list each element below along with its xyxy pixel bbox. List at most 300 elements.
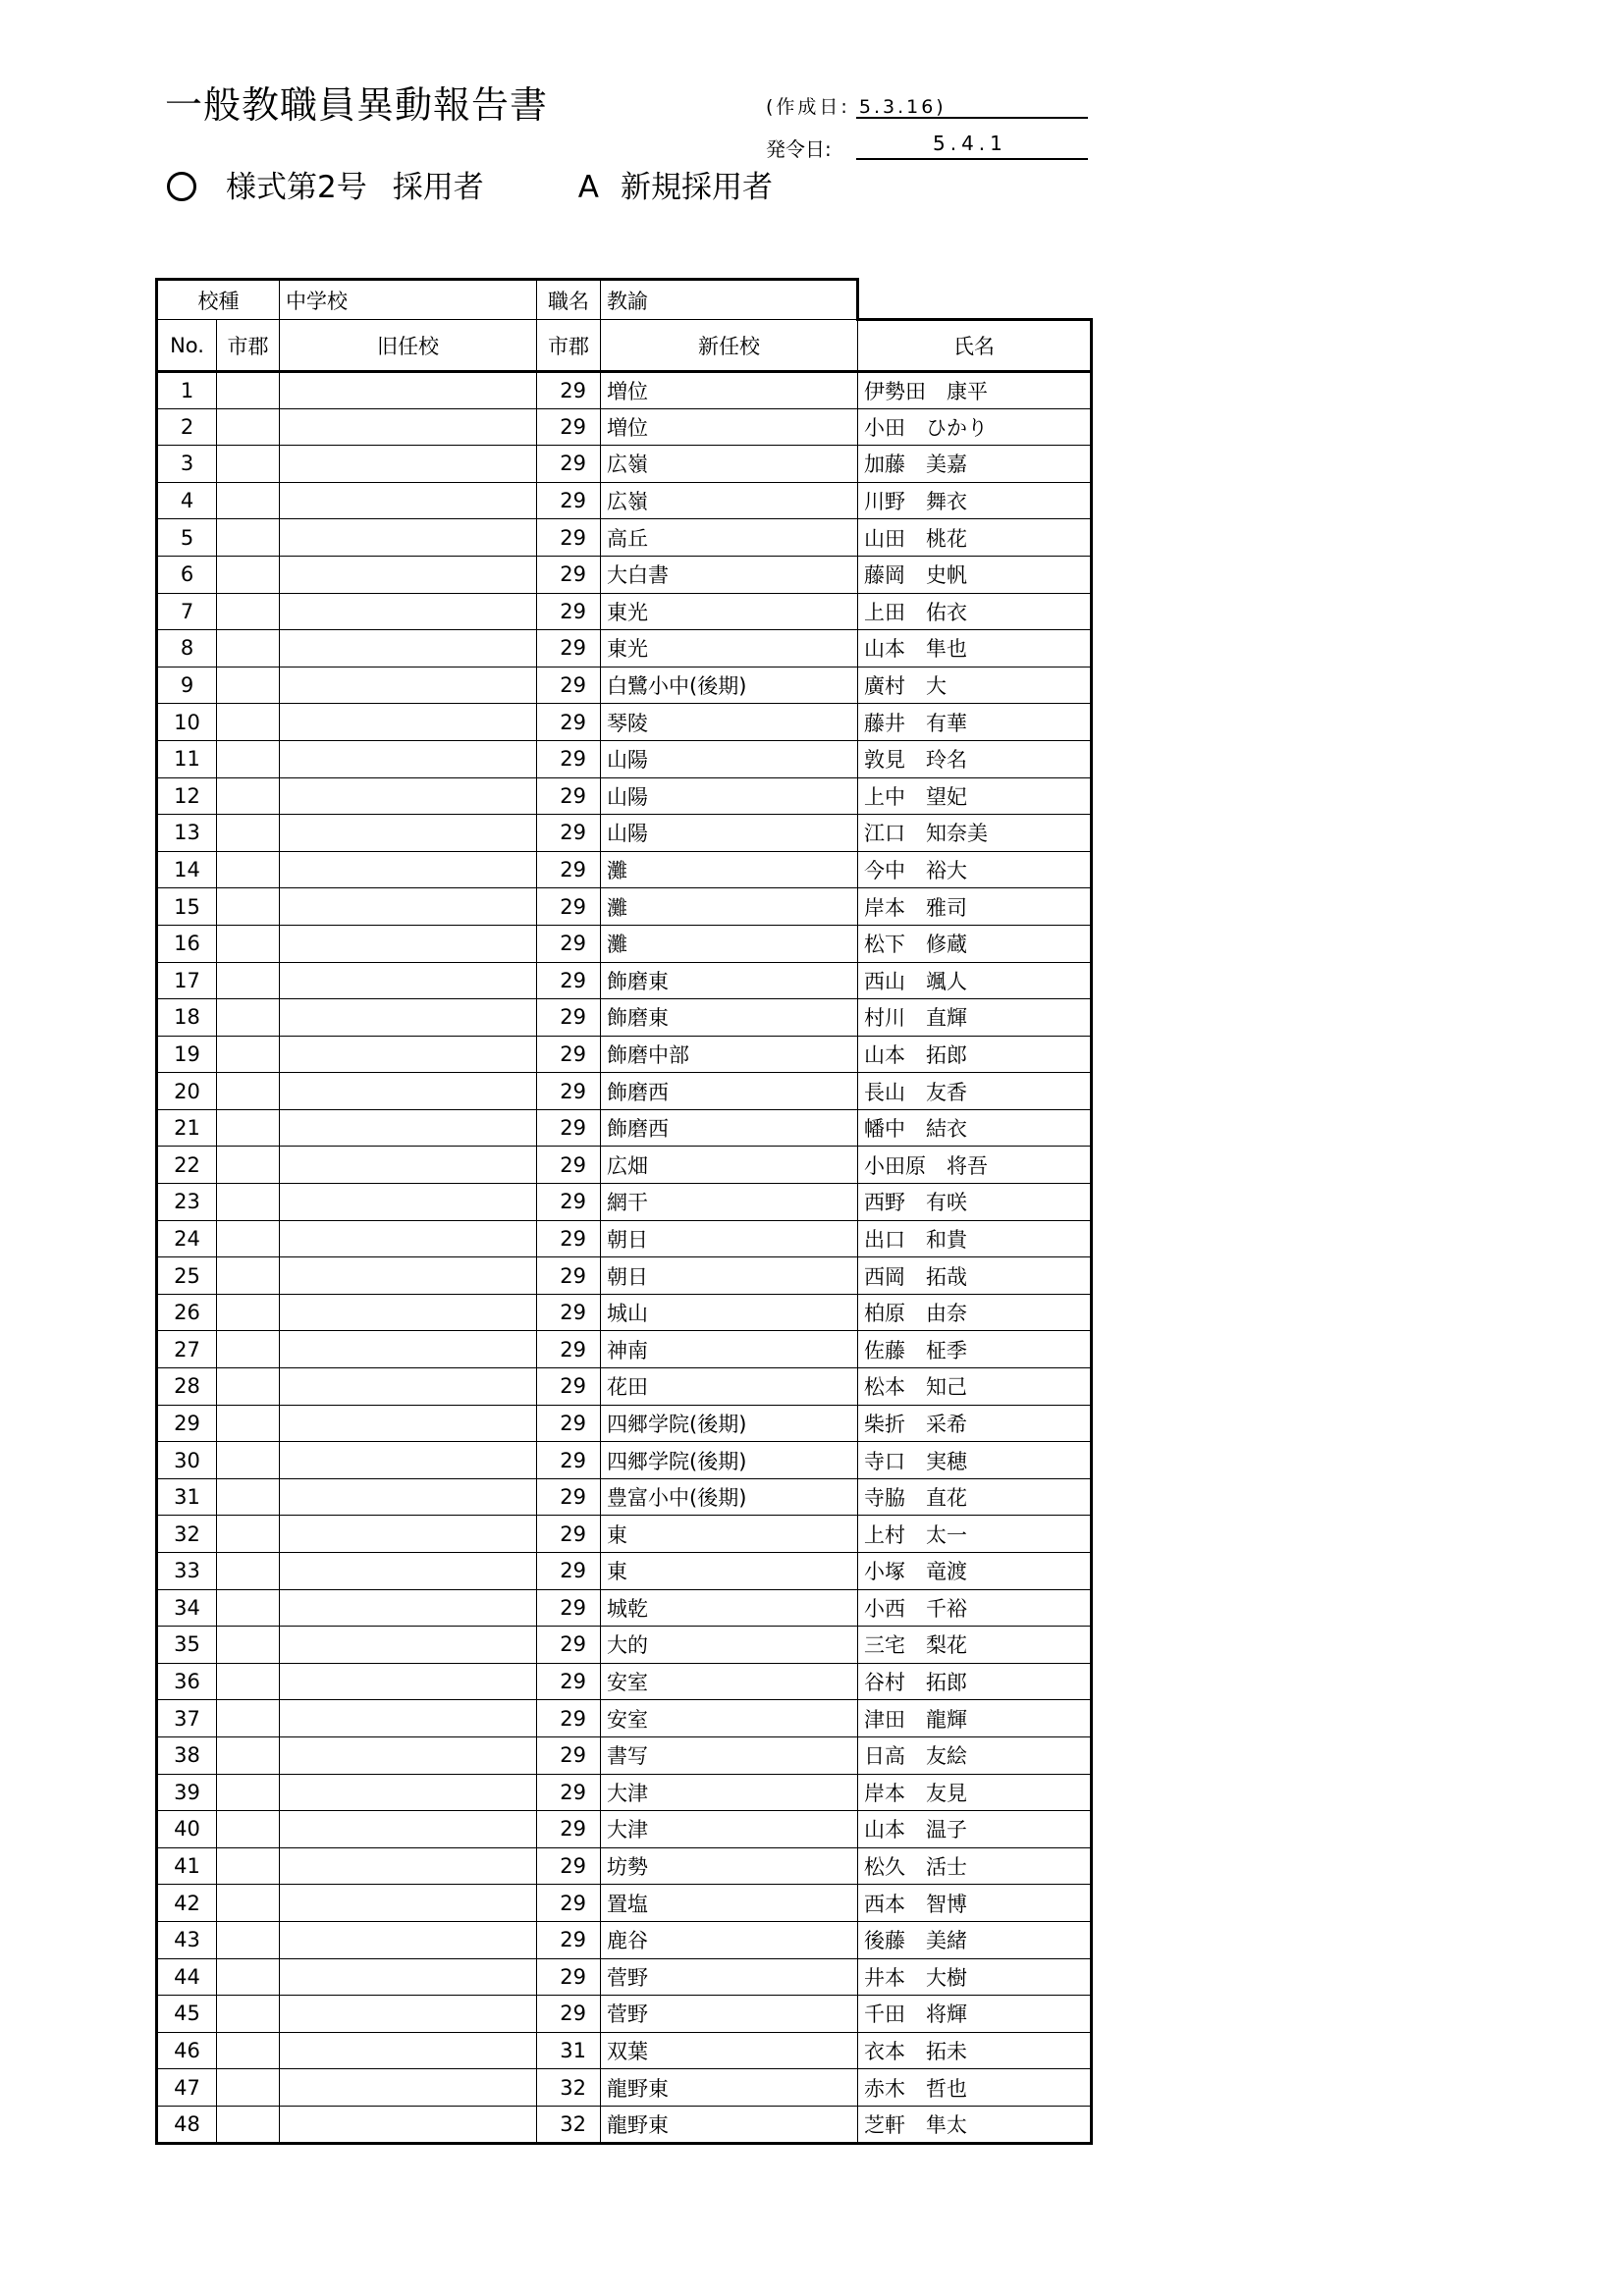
new-school-cell: 龍野東	[601, 2106, 858, 2143]
table-row	[157, 1958, 1092, 1996]
category-name: 新規採用者	[620, 170, 773, 205]
name-cell: 井本 大樹	[858, 1958, 1092, 1996]
row-number: 22	[157, 1147, 217, 1184]
table-row	[157, 1442, 1092, 1479]
new-school-cell: 大津	[601, 1811, 858, 1848]
new-school-cell: 龍野東	[601, 2069, 858, 2107]
new-school-cell: 城乾	[601, 1589, 858, 1627]
row-number: 2	[157, 408, 217, 446]
new-city-cell: 29	[537, 1774, 601, 1811]
new-school-cell: 東光	[601, 630, 858, 667]
new-city-cell: 29	[537, 1478, 601, 1516]
table-row	[157, 1516, 1092, 1553]
new-city-cell: 29	[537, 1331, 601, 1368]
new-city-cell: 29	[537, 1220, 601, 1257]
name-cell: 山本 隼也	[858, 630, 1092, 667]
new-city-cell: 29	[537, 925, 601, 962]
row-number: 21	[157, 1109, 217, 1147]
row-number: 39	[157, 1774, 217, 1811]
new-city-cell: 29	[537, 1921, 601, 1958]
new-city-cell: 29	[537, 1147, 601, 1184]
new-school-cell: 鹿谷	[601, 1921, 858, 1958]
name-cell: 柴折 采希	[858, 1405, 1092, 1442]
row-number: 29	[157, 1405, 217, 1442]
name-cell: 上田 佑衣	[858, 593, 1092, 630]
name-cell: 村川 直輝	[858, 999, 1092, 1037]
row-number: 16	[157, 925, 217, 962]
new-school-cell: 増位	[601, 372, 858, 409]
new-school-cell: 菅野	[601, 1996, 858, 2033]
header-row	[157, 320, 1092, 372]
new-school-cell: 大白書	[601, 556, 858, 593]
new-school-cell: 山陽	[601, 777, 858, 815]
new-city-cell: 29	[537, 1700, 601, 1737]
new-school-cell: 飾磨西	[601, 1073, 858, 1110]
table-row	[157, 1627, 1092, 1664]
position-label: 職名	[537, 280, 601, 320]
new-school-cell: 増位	[601, 408, 858, 446]
old-city-cell	[217, 1996, 280, 2033]
new-school-cell: 置塩	[601, 1885, 858, 1922]
table-row	[157, 777, 1092, 815]
new-school-cell: 双葉	[601, 2032, 858, 2069]
personnel-table	[155, 278, 1093, 2145]
old-school-cell	[280, 2106, 537, 2143]
old-city-cell	[217, 2069, 280, 2107]
new-school-cell: 灘	[601, 851, 858, 888]
new-city-cell: 29	[537, 777, 601, 815]
old-city-cell	[217, 1257, 280, 1295]
table-row	[157, 630, 1092, 667]
name-cell: 小西 千裕	[858, 1589, 1092, 1627]
new-city-cell: 29	[537, 1589, 601, 1627]
old-city-cell	[217, 851, 280, 888]
category-letter: A	[577, 170, 599, 205]
new-school-cell: 大津	[601, 1774, 858, 1811]
name-cell: 西野 有咲	[858, 1184, 1092, 1221]
table-row	[157, 2032, 1092, 2069]
row-number: 15	[157, 888, 217, 926]
name-cell: 上中 望妃	[858, 777, 1092, 815]
row-number: 25	[157, 1257, 217, 1295]
name-cell: 藤岡 史帆	[858, 556, 1092, 593]
table-row	[157, 2106, 1092, 2143]
name-cell: 出口 和貴	[858, 1220, 1092, 1257]
new-school-cell: 山陽	[601, 740, 858, 777]
table-row	[157, 925, 1092, 962]
new-city-cell: 29	[537, 815, 601, 852]
row-number: 11	[157, 740, 217, 777]
table-row	[157, 408, 1092, 446]
old-city-cell	[217, 1774, 280, 1811]
new-city-cell: 29	[537, 851, 601, 888]
table-row	[157, 1811, 1092, 1848]
header-old-school: 旧任校	[280, 320, 537, 372]
name-cell: 後藤 美緒	[858, 1921, 1092, 1958]
old-school-cell	[280, 593, 537, 630]
old-school-cell	[280, 1774, 537, 1811]
name-cell: 西本 智博	[858, 1885, 1092, 1922]
new-city-cell: 29	[537, 630, 601, 667]
row-number: 28	[157, 1368, 217, 1406]
row-number: 24	[157, 1220, 217, 1257]
new-city-cell: 29	[537, 1736, 601, 1774]
row-number: 12	[157, 777, 217, 815]
old-city-cell	[217, 1516, 280, 1553]
new-school-cell: 神南	[601, 1331, 858, 1368]
created-date: (作成日: 5.3.16)	[766, 96, 947, 118]
old-school-cell	[280, 1257, 537, 1295]
row-number: 9	[157, 667, 217, 704]
new-school-cell: 山陽	[601, 815, 858, 852]
row-number: 17	[157, 962, 217, 999]
table-row	[157, 1553, 1092, 1590]
old-city-cell	[217, 962, 280, 999]
name-cell: 佐藤 柾季	[858, 1331, 1092, 1368]
old-school-cell	[280, 372, 537, 409]
old-school-cell	[280, 740, 537, 777]
old-city-cell	[217, 1442, 280, 1479]
row-number: 36	[157, 1663, 217, 1700]
name-cell: 川野 舞衣	[858, 482, 1092, 519]
old-school-cell	[280, 999, 537, 1037]
row-number: 45	[157, 1996, 217, 2033]
order-date-underline	[856, 158, 1088, 160]
new-school-cell: 灘	[601, 925, 858, 962]
new-city-cell: 29	[537, 962, 601, 999]
old-school-cell	[280, 815, 537, 852]
old-school-cell	[280, 1109, 537, 1147]
old-city-cell	[217, 999, 280, 1037]
row-number: 7	[157, 593, 217, 630]
row-number: 33	[157, 1553, 217, 1590]
name-cell: 柏原 由奈	[858, 1294, 1092, 1331]
new-city-cell: 32	[537, 2069, 601, 2107]
new-school-cell: 東	[601, 1553, 858, 1590]
old-city-cell	[217, 1478, 280, 1516]
old-city-cell	[217, 1220, 280, 1257]
new-school-cell: 花田	[601, 1368, 858, 1406]
name-cell: 寺口 実穂	[858, 1442, 1092, 1479]
old-school-cell	[280, 888, 537, 926]
old-city-cell	[217, 2106, 280, 2143]
old-city-cell	[217, 740, 280, 777]
old-city-cell	[217, 1958, 280, 1996]
old-city-cell	[217, 1294, 280, 1331]
old-school-cell	[280, 519, 537, 557]
table-row	[157, 1257, 1092, 1295]
new-school-cell: 朝日	[601, 1257, 858, 1295]
table-row	[157, 1589, 1092, 1627]
old-city-cell	[217, 1109, 280, 1147]
name-cell: 津田 龍輝	[858, 1700, 1092, 1737]
name-cell: 西岡 拓哉	[858, 1257, 1092, 1295]
name-cell: 三宅 梨花	[858, 1627, 1092, 1664]
header-old-city: 市郡	[217, 320, 280, 372]
old-city-cell	[217, 446, 280, 483]
table-row	[157, 1331, 1092, 1368]
new-city-cell: 29	[537, 556, 601, 593]
row-number: 46	[157, 2032, 217, 2069]
row-number: 18	[157, 999, 217, 1037]
row-number: 34	[157, 1589, 217, 1627]
new-city-cell: 29	[537, 704, 601, 741]
old-school-cell	[280, 704, 537, 741]
new-school-cell: 書写	[601, 1736, 858, 1774]
old-school-cell	[280, 1736, 537, 1774]
name-cell: 松本 知己	[858, 1368, 1092, 1406]
new-school-cell: 東	[601, 1516, 858, 1553]
new-school-cell: 広畑	[601, 1147, 858, 1184]
name-cell: 伊勢田 康平	[858, 372, 1092, 409]
table-row	[157, 1184, 1092, 1221]
new-city-cell: 29	[537, 999, 601, 1037]
row-number: 40	[157, 1811, 217, 1848]
old-city-cell	[217, 408, 280, 446]
old-school-cell	[280, 1663, 537, 1700]
old-city-cell	[217, 1700, 280, 1737]
old-school-cell	[280, 667, 537, 704]
new-school-cell: 琴陵	[601, 704, 858, 741]
table-row	[157, 1885, 1092, 1922]
name-cell: 赤木 哲也	[858, 2069, 1092, 2107]
name-cell: 寺脇 直花	[858, 1478, 1092, 1516]
new-school-cell: 四郷学院(後期)	[601, 1442, 858, 1479]
old-city-cell	[217, 482, 280, 519]
old-school-cell	[280, 1442, 537, 1479]
row-number: 14	[157, 851, 217, 888]
new-city-cell: 29	[537, 1405, 601, 1442]
name-cell: 小田 ひかり	[858, 408, 1092, 446]
new-school-cell: 高丘	[601, 519, 858, 557]
new-city-cell: 29	[537, 1294, 601, 1331]
table-row	[157, 1036, 1092, 1073]
form-number: 様式第2号	[226, 170, 367, 205]
old-city-cell	[217, 815, 280, 852]
new-school-cell: 飾磨西	[601, 1109, 858, 1147]
old-school-cell	[280, 1996, 537, 2033]
new-school-cell: 城山	[601, 1294, 858, 1331]
table-row	[157, 1405, 1092, 1442]
old-school-cell	[280, 556, 537, 593]
form-heading	[167, 162, 773, 206]
school-type-label: 校種	[157, 280, 280, 320]
new-city-cell: 29	[537, 1257, 601, 1295]
table-row	[157, 1368, 1092, 1406]
old-city-cell	[217, 1627, 280, 1664]
table-row	[157, 556, 1092, 593]
old-school-cell	[280, 2032, 537, 2069]
new-city-cell: 29	[537, 1073, 601, 1110]
row-number: 23	[157, 1184, 217, 1221]
row-number: 3	[157, 446, 217, 483]
row-number: 31	[157, 1478, 217, 1516]
row-number: 35	[157, 1627, 217, 1664]
old-city-cell	[217, 1847, 280, 1885]
name-cell: 山本 拓郎	[858, 1036, 1092, 1073]
name-cell: 日高 友絵	[858, 1736, 1092, 1774]
header-no: No.	[157, 320, 217, 372]
old-city-cell	[217, 1921, 280, 1958]
form-kind: 採用者	[392, 170, 484, 205]
name-cell: 江口 知奈美	[858, 815, 1092, 852]
name-cell: 岸本 雅司	[858, 888, 1092, 926]
old-school-cell	[280, 1478, 537, 1516]
new-school-cell: 菅野	[601, 1958, 858, 1996]
document-title: 一般教職員異動報告書	[165, 83, 549, 127]
name-cell: 衣本 拓未	[858, 2032, 1092, 2069]
new-school-cell: 大的	[601, 1627, 858, 1664]
new-city-cell: 31	[537, 2032, 601, 2069]
old-school-cell	[280, 1184, 537, 1221]
new-city-cell: 29	[537, 1996, 601, 2033]
blank-cell	[858, 280, 1092, 320]
position-value: 教諭	[601, 280, 858, 320]
new-school-cell: 豊富小中(後期)	[601, 1478, 858, 1516]
table-row	[157, 1736, 1092, 1774]
old-city-cell	[217, 1405, 280, 1442]
old-school-cell	[280, 1885, 537, 1922]
row-number: 5	[157, 519, 217, 557]
circle-mark-icon	[167, 172, 196, 201]
new-school-cell: 朝日	[601, 1220, 858, 1257]
old-school-cell	[280, 1147, 537, 1184]
old-school-cell	[280, 2069, 537, 2107]
row-number: 44	[157, 1958, 217, 1996]
old-school-cell	[280, 1700, 537, 1737]
old-city-cell	[217, 1147, 280, 1184]
row-number: 38	[157, 1736, 217, 1774]
old-city-cell	[217, 556, 280, 593]
table-row	[157, 1220, 1092, 1257]
order-date-label: 発令日:	[766, 137, 832, 161]
row-number: 42	[157, 1885, 217, 1922]
old-school-cell	[280, 1220, 537, 1257]
name-cell: 山田 桃花	[858, 519, 1092, 557]
row-number: 30	[157, 1442, 217, 1479]
old-city-cell	[217, 667, 280, 704]
old-school-cell	[280, 408, 537, 446]
table-row	[157, 962, 1092, 999]
new-city-cell: 29	[537, 1516, 601, 1553]
new-school-cell: 飾磨中部	[601, 1036, 858, 1073]
row-number: 26	[157, 1294, 217, 1331]
new-city-cell: 29	[537, 1958, 601, 1996]
new-city-cell: 29	[537, 482, 601, 519]
new-city-cell: 29	[537, 446, 601, 483]
table-row	[157, 1663, 1092, 1700]
new-school-cell: 網干	[601, 1184, 858, 1221]
name-cell: 加藤 美嘉	[858, 446, 1092, 483]
name-cell: 敦見 玲名	[858, 740, 1092, 777]
new-city-cell: 29	[537, 667, 601, 704]
name-cell: 小田原 将吾	[858, 1147, 1092, 1184]
table-row	[157, 667, 1092, 704]
header-new-school: 新任校	[601, 320, 858, 372]
old-city-cell	[217, 372, 280, 409]
old-city-cell	[217, 593, 280, 630]
new-city-cell: 29	[537, 1885, 601, 1922]
header-new-city: 市郡	[537, 320, 601, 372]
row-number: 48	[157, 2106, 217, 2143]
table-row	[157, 372, 1092, 409]
new-school-cell: 東光	[601, 593, 858, 630]
order-date-value: 5.4.1	[933, 132, 1007, 155]
table-row	[157, 519, 1092, 557]
name-cell: 廣村 大	[858, 667, 1092, 704]
new-school-cell: 飾磨東	[601, 962, 858, 999]
name-cell: 松久 活士	[858, 1847, 1092, 1885]
row-number: 10	[157, 704, 217, 741]
old-school-cell	[280, 1958, 537, 1996]
name-cell: 上村 太一	[858, 1516, 1092, 1553]
new-school-cell: 安室	[601, 1700, 858, 1737]
old-school-cell	[280, 1847, 537, 1885]
new-city-cell: 29	[537, 1368, 601, 1406]
old-school-cell	[280, 1589, 537, 1627]
row-number: 20	[157, 1073, 217, 1110]
table-row	[157, 1073, 1092, 1110]
old-school-cell	[280, 1627, 537, 1664]
table-row	[157, 2069, 1092, 2107]
row-number: 41	[157, 1847, 217, 1885]
old-school-cell	[280, 482, 537, 519]
table-row	[157, 1478, 1092, 1516]
created-date-underline	[856, 117, 1088, 119]
row-number: 32	[157, 1516, 217, 1553]
table-row	[157, 1700, 1092, 1737]
name-cell: 谷村 拓郎	[858, 1663, 1092, 1700]
row-number: 47	[157, 2069, 217, 2107]
old-city-cell	[217, 1073, 280, 1110]
table-row	[157, 740, 1092, 777]
old-school-cell	[280, 1921, 537, 1958]
old-school-cell	[280, 1811, 537, 1848]
old-school-cell	[280, 1294, 537, 1331]
table-row	[157, 888, 1092, 926]
new-city-cell: 29	[537, 1847, 601, 1885]
table-row	[157, 593, 1092, 630]
new-school-cell: 白鷺小中(後期)	[601, 667, 858, 704]
new-city-cell: 29	[537, 740, 601, 777]
table-row	[157, 851, 1092, 888]
row-number: 19	[157, 1036, 217, 1073]
new-city-cell: 29	[537, 1663, 601, 1700]
row-number: 1	[157, 372, 217, 409]
name-cell: 小塚 竜渡	[858, 1553, 1092, 1590]
name-cell: 松下 修蔵	[858, 925, 1092, 962]
old-school-cell	[280, 446, 537, 483]
old-school-cell	[280, 1073, 537, 1110]
old-city-cell	[217, 630, 280, 667]
meta-row	[157, 280, 1092, 320]
school-type-value: 中学校	[280, 280, 537, 320]
old-school-cell	[280, 851, 537, 888]
old-city-cell	[217, 519, 280, 557]
new-city-cell: 29	[537, 1184, 601, 1221]
new-school-cell: 飾磨東	[601, 999, 858, 1037]
new-school-cell: 四郷学院(後期)	[601, 1405, 858, 1442]
table-row	[157, 1921, 1092, 1958]
row-number: 37	[157, 1700, 217, 1737]
old-school-cell	[280, 630, 537, 667]
table-row	[157, 704, 1092, 741]
old-city-cell	[217, 1663, 280, 1700]
name-cell: 今中 裕大	[858, 851, 1092, 888]
new-city-cell: 29	[537, 372, 601, 409]
row-number: 13	[157, 815, 217, 852]
name-cell: 西山 颯人	[858, 962, 1092, 999]
